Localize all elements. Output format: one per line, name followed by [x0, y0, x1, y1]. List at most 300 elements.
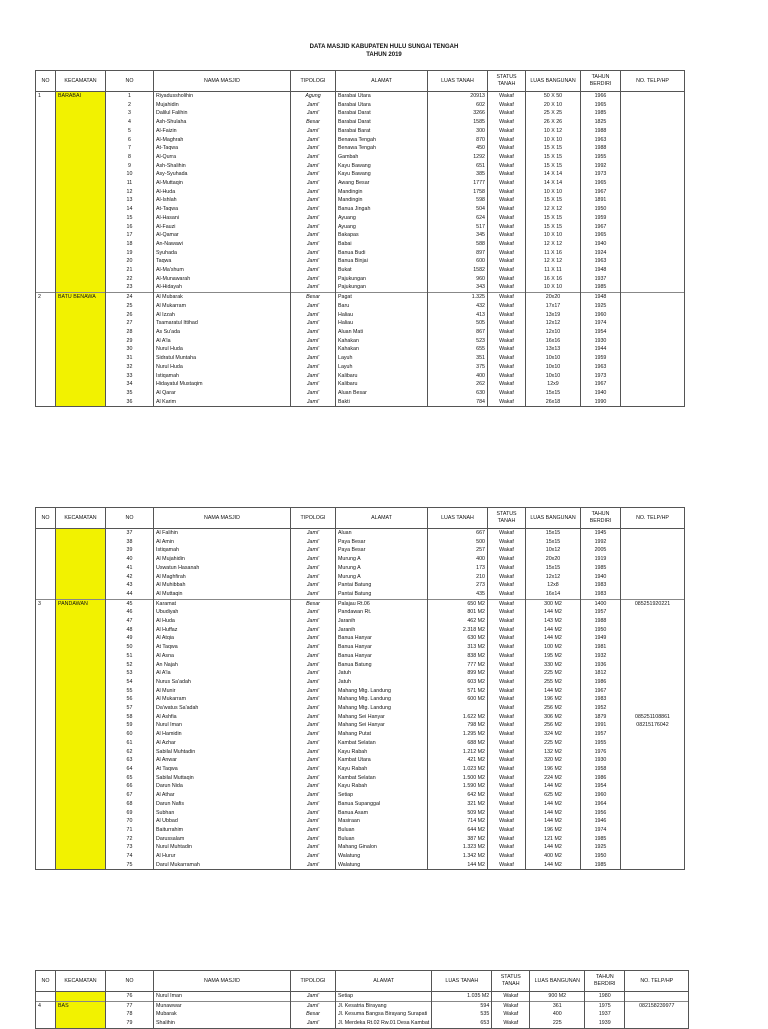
- table-row: [36, 739, 685, 748]
- cell-alamat: Banua Budi: [336, 249, 428, 258]
- cell-no-urut: 72: [106, 835, 154, 844]
- cell-telp: [621, 581, 685, 590]
- cell-no-urut: 42: [106, 573, 154, 582]
- cell-telp: [621, 782, 685, 791]
- cell-luas-bangunan: 12x9: [526, 380, 581, 389]
- cell-no: [36, 101, 56, 110]
- cell-tahun-berdiri: 1925: [581, 302, 621, 311]
- cell-status-tanah: Wakaf: [488, 538, 526, 547]
- cell-no: [36, 266, 56, 275]
- cell-kecamatan: [56, 678, 106, 687]
- cell-tahun-berdiri: 1967: [581, 687, 621, 696]
- cell-no-urut: 47: [106, 617, 154, 626]
- table-header-row: [36, 971, 689, 992]
- cell-luas-bangunan: 16x16: [526, 337, 581, 346]
- cell-luas-bangunan: 255 M2: [526, 678, 581, 687]
- cell-tahun-berdiri: 1950: [581, 205, 621, 214]
- cell-tahun-berdiri: 1825: [581, 118, 621, 127]
- cell-alamat: Kayu Rabah: [336, 765, 428, 774]
- cell-no: [36, 791, 56, 800]
- cell-no-urut: 65: [106, 774, 154, 783]
- cell-luas-bangunan: 12 X 12: [526, 205, 581, 214]
- cell-no-urut: 16: [106, 223, 154, 232]
- table-row: [36, 687, 685, 696]
- header-tahun-berdiri: TAHUN BERDIRI: [581, 508, 621, 529]
- cell-nama-masjid: Asy-Syuhada: [154, 170, 291, 179]
- table-row: [36, 721, 685, 730]
- cell-luas-bangunan: 15 X 15: [526, 144, 581, 153]
- cell-luas-bangunan: 100 M2: [526, 643, 581, 652]
- cell-telp: [621, 266, 685, 275]
- cell-nama-masjid: Al Qarar: [154, 389, 291, 398]
- cell-luas-tanah: 798 M2: [428, 721, 488, 730]
- cell-luas-tanah: 400: [428, 555, 488, 564]
- cell-nama-masjid: Ash-Shulaha: [154, 118, 291, 127]
- cell-nama-masjid: Darun Nida: [154, 782, 291, 791]
- cell-no-urut: 7: [106, 144, 154, 153]
- cell-no-urut: 13: [106, 196, 154, 205]
- cell-alamat: Pantai Batung: [336, 581, 428, 590]
- cell-alamat: Banua Asam: [336, 809, 428, 818]
- cell-luas-bangunan: 20x20: [526, 555, 581, 564]
- cell-tipologi: Jami': [291, 669, 336, 678]
- cell-alamat: Mahang Mtg. Landung: [336, 704, 428, 713]
- cell-no: [36, 661, 56, 670]
- cell-no: [36, 852, 56, 861]
- cell-telp: [621, 231, 685, 240]
- cell-luas-tanah: 867: [428, 328, 488, 337]
- cell-alamat: Walatung: [336, 852, 428, 861]
- cell-tahun-berdiri: 1967: [581, 188, 621, 197]
- cell-alamat: Babai: [336, 240, 428, 249]
- header-luas-bangunan: LUAS BANGUNAN: [526, 508, 581, 529]
- cell-alamat: Buluan: [336, 835, 428, 844]
- cell-status-tanah: Wakaf: [488, 302, 526, 311]
- cell-luas-bangunan: 256 M2: [526, 721, 581, 730]
- cell-kecamatan: [56, 249, 106, 258]
- cell-nama-masjid: Al Hurur: [154, 852, 291, 861]
- cell-kecamatan: [56, 546, 106, 555]
- cell-telp: [621, 809, 685, 818]
- cell-telp: [621, 162, 685, 171]
- cell-luas-bangunan: 225 M2: [526, 669, 581, 678]
- cell-alamat: Kayu Rabah: [336, 748, 428, 757]
- table-row: [36, 634, 685, 643]
- cell-tipologi: Jami': [291, 188, 336, 197]
- cell-no-urut: 45: [106, 599, 154, 608]
- cell-alamat: Barabai Utara: [336, 101, 428, 110]
- cell-status-tanah: Wakaf: [488, 564, 526, 573]
- cell-no-urut: 66: [106, 782, 154, 791]
- table-row: [36, 345, 685, 354]
- cell-status-tanah: Wakaf: [488, 669, 526, 678]
- cell-tahun-berdiri: 1932: [581, 652, 621, 661]
- cell-no: [36, 144, 56, 153]
- cell-telp: [621, 205, 685, 214]
- cell-nama-masjid: Shalihin: [154, 1019, 291, 1028]
- cell-luas-bangunan: 15 X 15: [526, 162, 581, 171]
- cell-tipologi: Jami': [291, 748, 336, 757]
- cell-alamat: Benawa Tengah: [336, 136, 428, 145]
- table-row: [36, 678, 685, 687]
- cell-alamat: Jl. Merdeka Rt.02 Rw.01 Desa Kambat: [336, 1019, 432, 1028]
- cell-kecamatan: [56, 538, 106, 547]
- cell-luas-bangunan: 196 M2: [526, 826, 581, 835]
- cell-no: [36, 581, 56, 590]
- cell-no-urut: 70: [106, 817, 154, 826]
- cell-nama-masjid: Nurul Muhtadin: [154, 843, 291, 852]
- cell-status-tanah: Wakaf: [488, 713, 526, 722]
- cell-telp: [621, 756, 685, 765]
- cell-no-urut: 33: [106, 372, 154, 381]
- cell-alamat: Jaranih: [336, 617, 428, 626]
- cell-tahun-berdiri: 1974: [581, 826, 621, 835]
- cell-luas-tanah: 624: [428, 214, 488, 223]
- cell-kecamatan: [56, 555, 106, 564]
- cell-tahun-berdiri: 1960: [581, 791, 621, 800]
- table-row: [36, 136, 685, 145]
- cell-status-tanah: Wakaf: [488, 809, 526, 818]
- cell-tipologi: Jami': [291, 240, 336, 249]
- cell-no: [36, 835, 56, 844]
- cell-kecamatan: [56, 661, 106, 670]
- cell-telp: [621, 389, 685, 398]
- cell-tipologi: Jami': [291, 546, 336, 555]
- header-alamat: ALAMAT: [336, 71, 428, 92]
- cell-no: [36, 721, 56, 730]
- cell-alamat: Aluan Mati: [336, 328, 428, 337]
- cell-luas-tanah: 1.325: [428, 293, 488, 302]
- cell-alamat: Murung A: [336, 564, 428, 573]
- table-row: [36, 1001, 689, 1010]
- cell-nama-masjid: Mubarak: [154, 1010, 291, 1019]
- cell-status-tanah: Wakaf: [488, 92, 526, 101]
- cell-alamat: Mahang Sei Hanyar: [336, 713, 428, 722]
- cell-luas-tanah: 421 M2: [428, 756, 488, 765]
- cell-luas-tanah: 1.590 M2: [428, 782, 488, 791]
- cell-alamat: Kahakan: [336, 337, 428, 346]
- cell-alamat: Barabai Utara: [336, 92, 428, 101]
- cell-status-tanah: Wakaf: [488, 843, 526, 852]
- cell-telp: [621, 817, 685, 826]
- cell-no: [36, 170, 56, 179]
- cell-nama-masjid: Syuhada: [154, 249, 291, 258]
- cell-no-urut: 25: [106, 302, 154, 311]
- cell-kecamatan: [56, 835, 106, 844]
- cell-alamat: Pantai Batung: [336, 590, 428, 599]
- cell-tipologi: Besar: [291, 118, 336, 127]
- cell-status-tanah: Wakaf: [492, 1019, 530, 1028]
- cell-kecamatan: [56, 643, 106, 652]
- cell-luas-tanah: 1582: [428, 266, 488, 275]
- cell-nama-masjid: Uswatun Hasanah: [154, 564, 291, 573]
- cell-no: [36, 634, 56, 643]
- cell-alamat: Mahang Ginalon: [336, 843, 428, 852]
- cell-kecamatan: BATU BENAWA: [56, 293, 106, 302]
- cell-tipologi: Jami': [291, 363, 336, 372]
- table-row: [36, 302, 685, 311]
- cell-nama-masjid: Darun Nafis: [154, 800, 291, 809]
- header-nama-masjid: NAMA MASJID: [154, 971, 291, 992]
- cell-alamat: Jatuh: [336, 669, 428, 678]
- cell-luas-bangunan: 12x12: [526, 319, 581, 328]
- cell-tipologi: Jami': [291, 634, 336, 643]
- cell-luas-bangunan: 26x18: [526, 398, 581, 407]
- cell-telp: [621, 687, 685, 696]
- cell-no-urut: 5: [106, 127, 154, 136]
- cell-tipologi: Jami': [291, 275, 336, 284]
- cell-tipologi: Jami': [291, 687, 336, 696]
- table-row: [36, 214, 685, 223]
- cell-telp: [621, 852, 685, 861]
- cell-nama-masjid: Mujahidin: [154, 101, 291, 110]
- cell-tipologi: Jami': [291, 372, 336, 381]
- cell-luas-bangunan: 144 M2: [526, 817, 581, 826]
- cell-no: [36, 626, 56, 635]
- cell-no: [36, 809, 56, 818]
- cell-no: [36, 652, 56, 661]
- cell-luas-bangunan: 25 X 25: [526, 109, 581, 118]
- cell-tahun-berdiri: 1974: [581, 319, 621, 328]
- cell-status-tanah: Wakaf: [488, 266, 526, 275]
- cell-status-tanah: Wakaf: [488, 136, 526, 145]
- cell-tipologi: Besar: [291, 293, 336, 302]
- cell-nama-masjid: Al Atqia: [154, 634, 291, 643]
- cell-tahun-berdiri: 1963: [581, 363, 621, 372]
- cell-telp: [621, 529, 685, 538]
- cell-status-tanah: Wakaf: [488, 800, 526, 809]
- header-tahun-berdiri: TAHUN BERDIRI: [581, 71, 621, 92]
- cell-kecamatan: [56, 283, 106, 292]
- table-row: [36, 188, 685, 197]
- cell-telp: [621, 590, 685, 599]
- cell-kecamatan: [56, 573, 106, 582]
- header-no: NO: [36, 71, 56, 92]
- cell-luas-bangunan: 12x8: [526, 581, 581, 590]
- cell-alamat: Jatuh: [336, 678, 428, 687]
- cell-nama-masjid: Al-Qurra: [154, 153, 291, 162]
- cell-no: [36, 555, 56, 564]
- cell-alamat: Gambah: [336, 153, 428, 162]
- cell-luas-bangunan: 10x12: [526, 546, 581, 555]
- cell-tahun-berdiri: 2005: [581, 546, 621, 555]
- cell-no: [36, 774, 56, 783]
- table-row: [36, 713, 685, 722]
- cell-nama-masjid: Al-Munawarah: [154, 275, 291, 284]
- cell-tipologi: Jami': [291, 196, 336, 205]
- cell-luas-bangunan: 15 X 15: [526, 214, 581, 223]
- table-row: [36, 626, 685, 635]
- header-alamat: ALAMAT: [336, 971, 432, 992]
- cell-no: [36, 529, 56, 538]
- cell-kecamatan: [56, 756, 106, 765]
- cell-nama-masjid: Al Muttaqin: [154, 590, 291, 599]
- cell-kecamatan: [56, 791, 106, 800]
- cell-alamat: Mahang Mtg. Landung: [336, 695, 428, 704]
- cell-no: [36, 695, 56, 704]
- cell-status-tanah: Wakaf: [488, 249, 526, 258]
- cell-telp: [621, 101, 685, 110]
- cell-luas-tanah: 571 M2: [428, 687, 488, 696]
- cell-kecamatan: [56, 205, 106, 214]
- table-row: [36, 652, 685, 661]
- cell-tipologi: Jami': [291, 162, 336, 171]
- cell-luas-bangunan: 50 X 50: [526, 92, 581, 101]
- cell-no: [36, 196, 56, 205]
- cell-luas-tanah: 777 M2: [428, 661, 488, 670]
- header-tahun-berdiri: TAHUN BERDIRI: [585, 971, 625, 992]
- cell-status-tanah: Wakaf: [488, 257, 526, 266]
- cell-luas-bangunan: 12 X 12: [526, 240, 581, 249]
- cell-alamat: Murung A: [336, 573, 428, 582]
- cell-telp: [621, 398, 685, 407]
- cell-status-tanah: Wakaf: [488, 311, 526, 320]
- cell-no-urut: 9: [106, 162, 154, 171]
- cell-nama-masjid: Al Ashfia: [154, 713, 291, 722]
- cell-tipologi: Jami': [291, 1001, 336, 1010]
- cell-luas-bangunan: 144 M2: [526, 782, 581, 791]
- cell-no-urut: 75: [106, 861, 154, 870]
- cell-luas-tanah: 1292: [428, 153, 488, 162]
- cell-no-urut: 38: [106, 538, 154, 547]
- cell-no: [36, 354, 56, 363]
- cell-tahun-berdiri: 1939: [585, 1019, 625, 1028]
- cell-no-urut: 71: [106, 826, 154, 835]
- cell-no-urut: 54: [106, 678, 154, 687]
- table-row: [36, 162, 685, 171]
- cell-nama-masjid: Al Mukarram: [154, 302, 291, 311]
- cell-nama-masjid: Dalilul Falihin: [154, 109, 291, 118]
- cell-telp: [621, 774, 685, 783]
- cell-alamat: Pandawan Rt.: [336, 608, 428, 617]
- cell-no-urut: 12: [106, 188, 154, 197]
- cell-luas-tanah: 688 M2: [428, 739, 488, 748]
- cell-tahun-berdiri: 1990: [581, 398, 621, 407]
- cell-no-urut: 69: [106, 809, 154, 818]
- table-row: [36, 835, 685, 844]
- cell-kecamatan: [56, 302, 106, 311]
- cell-alamat: Ayuang: [336, 223, 428, 232]
- cell-nama-masjid: Al-Hidayah: [154, 283, 291, 292]
- cell-no: [36, 546, 56, 555]
- cell-tahun-berdiri: 1944: [581, 345, 621, 354]
- cell-tahun-berdiri: 1983: [581, 590, 621, 599]
- cell-no: [36, 389, 56, 398]
- cell-tahun-berdiri: 1986: [581, 774, 621, 783]
- table-row: [36, 573, 685, 582]
- header-nama-masjid: NAMA MASJID: [154, 508, 291, 529]
- cell-no-urut: 58: [106, 713, 154, 722]
- cell-no-urut: 46: [106, 608, 154, 617]
- cell-no-urut: 74: [106, 852, 154, 861]
- cell-telp: [621, 538, 685, 547]
- table-row: [36, 538, 685, 547]
- cell-no-urut: 67: [106, 791, 154, 800]
- cell-telp: [621, 302, 685, 311]
- cell-luas-bangunan: 10 X 10: [526, 283, 581, 292]
- cell-alamat: Banua Batung: [336, 661, 428, 670]
- cell-luas-tanah: 1585: [428, 118, 488, 127]
- cell-luas-bangunan: 10x10: [526, 354, 581, 363]
- cell-no: [36, 756, 56, 765]
- cell-no: [36, 205, 56, 214]
- cell-kecamatan: [56, 581, 106, 590]
- cell-luas-tanah: 644 M2: [428, 826, 488, 835]
- cell-luas-tanah: 1.500 M2: [428, 774, 488, 783]
- cell-status-tanah: Wakaf: [488, 196, 526, 205]
- table-row: [36, 546, 685, 555]
- cell-telp: [621, 118, 685, 127]
- cell-alamat: Buluan: [336, 826, 428, 835]
- cell-alamat: Kambat Selatan: [336, 739, 428, 748]
- cell-nama-masjid: Al Maghfirah: [154, 573, 291, 582]
- cell-no: [36, 861, 56, 870]
- cell-luas-bangunan: 11 X 16: [526, 249, 581, 258]
- cell-tahun-berdiri: 1400: [581, 599, 621, 608]
- cell-tahun-berdiri: 1967: [581, 223, 621, 232]
- cell-alamat: Banua Jingah: [336, 205, 428, 214]
- cell-tahun-berdiri: 1959: [581, 214, 621, 223]
- cell-telp: [621, 608, 685, 617]
- cell-nama-masjid: An-Nawawi: [154, 240, 291, 249]
- cell-luas-bangunan: 10 X 10: [526, 231, 581, 240]
- cell-alamat: Pagat: [336, 293, 428, 302]
- cell-kecamatan: [56, 153, 106, 162]
- cell-no-urut: 62: [106, 748, 154, 757]
- cell-luas-bangunan: 15 X 15: [526, 153, 581, 162]
- cell-tahun-berdiri: 1945: [581, 529, 621, 538]
- cell-luas-tanah: 1758: [428, 188, 488, 197]
- cell-status-tanah: Wakaf: [488, 109, 526, 118]
- cell-telp: [621, 127, 685, 136]
- cell-alamat: Bakapas: [336, 231, 428, 240]
- cell-status-tanah: Wakaf: [488, 695, 526, 704]
- cell-status-tanah: Wakaf: [488, 319, 526, 328]
- cell-tahun-berdiri: 1963: [581, 257, 621, 266]
- cell-status-tanah: Wakaf: [488, 118, 526, 127]
- cell-nama-masjid: Al Ubbad: [154, 817, 291, 826]
- cell-luas-tanah: 517: [428, 223, 488, 232]
- cell-status-tanah: Wakaf: [488, 363, 526, 372]
- cell-nama-masjid: Al A'la: [154, 669, 291, 678]
- cell-luas-bangunan: 14 X 14: [526, 170, 581, 179]
- cell-alamat: Kambat Selatan: [336, 774, 428, 783]
- cell-tipologi: Jami': [291, 809, 336, 818]
- header-nama-masjid: NAMA MASJID: [154, 71, 291, 92]
- cell-alamat: Kalibaru: [336, 372, 428, 381]
- cell-telp: [621, 354, 685, 363]
- cell-luas-bangunan: 10x10: [526, 372, 581, 381]
- cell-status-tanah: Wakaf: [488, 643, 526, 652]
- cell-tipologi: Jami': [291, 354, 336, 363]
- cell-kecamatan: [56, 136, 106, 145]
- table-row: [36, 861, 685, 870]
- header-luas-tanah: LUAS TANAH: [432, 971, 492, 992]
- cell-no-urut: 26: [106, 311, 154, 320]
- cell-no-urut: 14: [106, 205, 154, 214]
- cell-luas-bangunan: 26 X 26: [526, 118, 581, 127]
- cell-luas-bangunan: 144 M2: [526, 608, 581, 617]
- cell-alamat: Haliau: [336, 311, 428, 320]
- cell-telp: [621, 153, 685, 162]
- cell-luas-bangunan: 132 M2: [526, 748, 581, 757]
- cell-alamat: Bakti: [336, 398, 428, 407]
- cell-no-urut: 52: [106, 661, 154, 670]
- cell-tipologi: Jami': [291, 328, 336, 337]
- cell-nama-masjid: Ubudiyah: [154, 608, 291, 617]
- cell-luas-bangunan: 195 M2: [526, 652, 581, 661]
- cell-no: [36, 302, 56, 311]
